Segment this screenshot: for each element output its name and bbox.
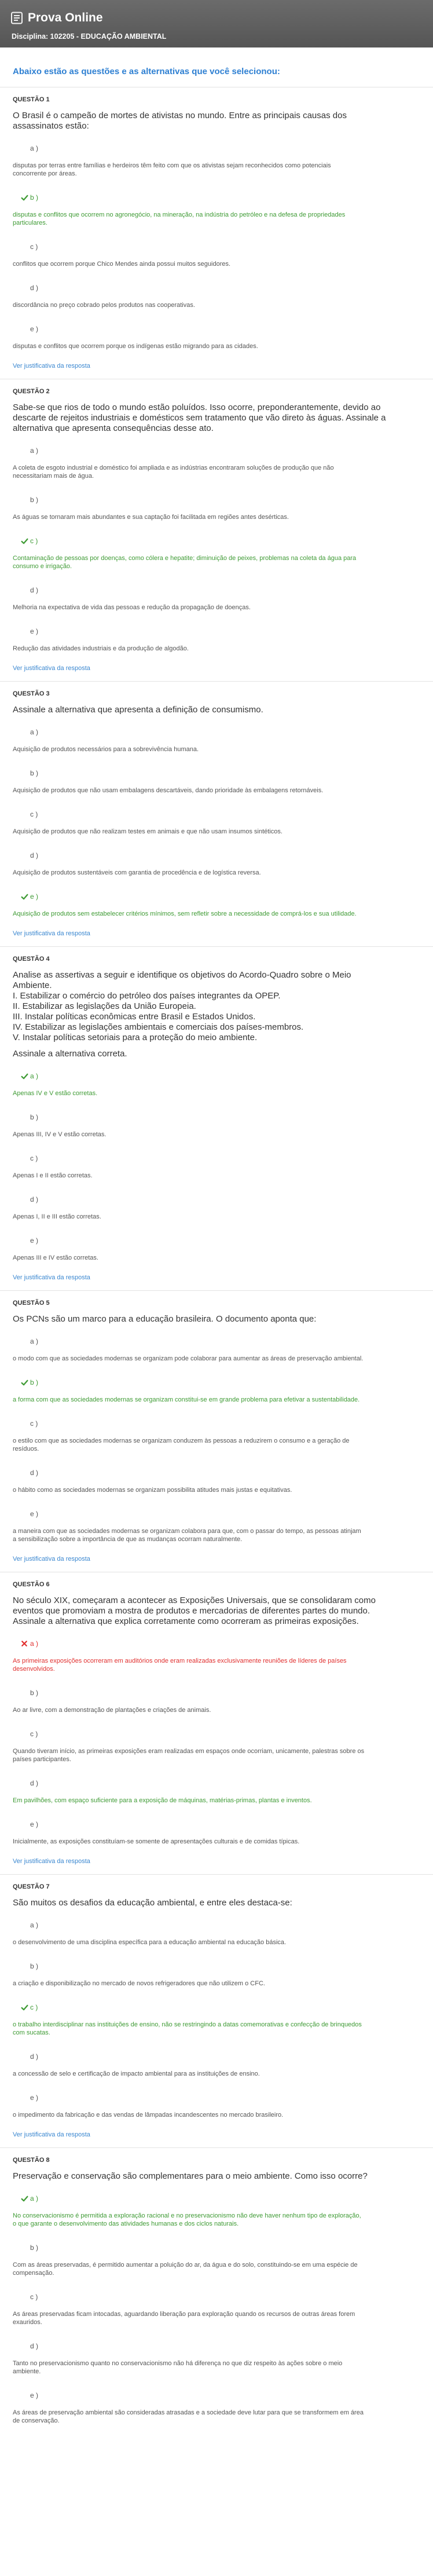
option-text: a criação e disponibilização no mercado de novos refrigeradores que não utilizem o CFC. bbox=[13, 1980, 265, 1987]
intro-heading: Abaixo estão as questões e as alternativas que você selecionou: bbox=[13, 67, 280, 76]
question-line: I. Estabilizar o comércio do petróleo dos países integrantes da OPEP. bbox=[13, 991, 281, 1001]
option-letter: a ) bbox=[30, 1072, 39, 1080]
option-header bbox=[13, 495, 420, 505]
question-statement bbox=[13, 402, 420, 434]
option-mark-slot bbox=[21, 1779, 30, 1787]
option-text: disputas por terras entre famílias e herdeiros têm feito com que os ativistas sejam reconhecidos como potenciais concorrente por áreas. bbox=[13, 162, 331, 177]
option-header bbox=[13, 1071, 420, 1081]
answer-option bbox=[13, 803, 420, 844]
option-header bbox=[13, 626, 420, 636]
answer-option bbox=[13, 1413, 420, 1462]
question-line: Os PCNs são um marco para a educação brasileira. O documento aponta que: bbox=[13, 1314, 317, 1324]
option-header bbox=[13, 2193, 420, 2204]
option-letter: e ) bbox=[30, 325, 39, 333]
option-header bbox=[13, 1112, 420, 1122]
answer-option bbox=[13, 236, 420, 277]
answer-options bbox=[13, 1065, 420, 1271]
question-paragraph bbox=[13, 1049, 389, 1059]
answer-option bbox=[13, 1065, 420, 1106]
option-text: o impedimento da fabricação e das vendas de lâmpadas incandescentes no mercado brasileiro. bbox=[13, 2112, 284, 2118]
option-text: As áreas de preservação ambiental são consideradas atrasadas e a sociedade deve lutar para que se transformem em área de conservação. bbox=[13, 2409, 364, 2424]
option-letter: b ) bbox=[30, 1113, 39, 1121]
option-letter: a ) bbox=[30, 1640, 39, 1648]
option-letter: a ) bbox=[30, 144, 39, 152]
option-mark-slot bbox=[21, 627, 30, 635]
answer-option bbox=[13, 2046, 420, 2087]
option-header bbox=[13, 1418, 420, 1429]
answer-option bbox=[13, 1462, 420, 1503]
option-mark-slot bbox=[21, 1419, 30, 1428]
question-paragraph bbox=[13, 1898, 389, 1908]
answer-option bbox=[13, 1503, 420, 1552]
option-text: Aquisição de produtos que não usam embalagens descartáveis, dando prioridade às embalagens retornáveis. bbox=[13, 787, 324, 794]
option-header bbox=[13, 283, 420, 293]
option-letter: d ) bbox=[30, 1195, 39, 1203]
view-justification-link[interactable]: Ver justificativa da resposta bbox=[13, 1274, 90, 1281]
answer-options bbox=[13, 1914, 420, 2128]
question-line: Sabe-se que rios de todo o mundo estão poluídos. Isso ocorre, preponderantemente, devido ao descarte de rejeitos industriais e domésticos sem tratamento que vão direto às águas. Assinale a alternativa que apresenta consequências desse ato. bbox=[13, 402, 386, 433]
question-line: Assinale a alternativa que apresenta a definição de consumismo. bbox=[13, 705, 263, 715]
answer-option bbox=[13, 1330, 420, 1371]
option-letter: e ) bbox=[30, 627, 39, 635]
option-letter: c ) bbox=[30, 1730, 38, 1738]
option-text: No conservacionismo é permitida a exploração racional e no preservacionismo não deve haver nenhum tipo de exploração, o que garante o desenvolvimento das atividades humanas e dos ciclos naturais. bbox=[13, 2212, 361, 2227]
option-text: discordância no preço cobrado pelos produtos nas cooperativas. bbox=[13, 302, 195, 309]
check-icon bbox=[21, 1378, 30, 1386]
x-icon bbox=[21, 1640, 30, 1648]
question-block bbox=[0, 946, 433, 1290]
answer-option bbox=[13, 137, 420, 186]
question-line: Assinale a alternativa correta. bbox=[13, 1049, 127, 1059]
option-mark-slot bbox=[21, 447, 30, 455]
option-letter: d ) bbox=[30, 284, 39, 292]
answer-option bbox=[13, 885, 420, 927]
answer-option bbox=[13, 186, 420, 236]
question-number: QUESTÃO 7 bbox=[13, 1883, 50, 1890]
option-text: o modo com que as sociedades modernas se organizam pode colaborar para aumentar as áreas de preservação ambiental. bbox=[13, 1355, 364, 1362]
question-statement bbox=[13, 111, 420, 131]
option-text: Apenas IV e V estão corretas. bbox=[13, 1090, 98, 1097]
option-letter: d ) bbox=[30, 2052, 39, 2061]
option-letter: a ) bbox=[30, 728, 39, 736]
option-letter: a ) bbox=[30, 447, 39, 455]
question-number: QUESTÃO 1 bbox=[13, 96, 50, 103]
option-text: a forma com que as sociedades modernas se organizam constitui-se em grande problema para efetivar a sustentabilidade. bbox=[13, 1396, 360, 1403]
option-header bbox=[13, 2051, 420, 2062]
option-mark-slot bbox=[21, 2391, 30, 2399]
option-mark-slot bbox=[21, 1730, 30, 1738]
option-letter: c ) bbox=[30, 1419, 38, 1428]
answer-option bbox=[13, 1633, 420, 1682]
option-text: Inicialmente, as exposições constituíam-se somente de apresentações culturais e de comidas típicas. bbox=[13, 1838, 300, 1845]
answer-options bbox=[13, 1330, 420, 1552]
question-paragraph bbox=[13, 970, 389, 1043]
option-text: disputas e conflitos que ocorrem no agronegócio, na mineração, na indústria do petróleo e na defesa de propriedades particulares. bbox=[13, 211, 346, 226]
answer-option bbox=[13, 1147, 420, 1188]
option-header bbox=[13, 2390, 420, 2401]
option-mark-slot bbox=[21, 1510, 30, 1518]
question-number: QUESTÃO 3 bbox=[13, 690, 50, 697]
question-statement bbox=[13, 1898, 420, 1908]
option-letter: e ) bbox=[30, 1820, 39, 1828]
answer-option bbox=[13, 1188, 420, 1230]
question-statement bbox=[13, 970, 420, 1059]
question-block bbox=[0, 1290, 433, 1572]
question-paragraph bbox=[13, 1596, 389, 1627]
question-paragraph bbox=[13, 2171, 389, 2182]
option-letter: a ) bbox=[30, 2194, 39, 2202]
option-header bbox=[13, 1235, 420, 1246]
question-block bbox=[0, 681, 433, 946]
option-header bbox=[13, 1729, 420, 1739]
option-letter: b ) bbox=[30, 2244, 39, 2252]
view-justification-link[interactable]: Ver justificativa da resposta bbox=[13, 665, 90, 672]
question-block bbox=[0, 1572, 433, 1874]
answer-options bbox=[13, 1633, 420, 1854]
view-justification-link[interactable]: Ver justificativa da resposta bbox=[13, 1556, 90, 1563]
option-header bbox=[13, 1778, 420, 1788]
option-mark-slot bbox=[21, 851, 30, 859]
option-letter: d ) bbox=[30, 1469, 39, 1477]
option-text: Melhoria na expectativa de vida das pessoas e redução da propagação de doenças. bbox=[13, 604, 251, 611]
option-text: o trabalho interdisciplinar nas instituições de ensino, não se restringindo a datas comemorativas e confecção de brinquedos com sucatas. bbox=[13, 2021, 362, 2036]
check-icon bbox=[21, 537, 30, 545]
option-header bbox=[13, 1336, 420, 1346]
option-header bbox=[13, 192, 420, 203]
answer-option bbox=[13, 1772, 420, 1813]
option-letter: c ) bbox=[30, 537, 38, 545]
option-letter: e ) bbox=[30, 2391, 39, 2399]
answer-option bbox=[13, 1914, 420, 1955]
option-header bbox=[13, 324, 420, 334]
option-text: Apenas I e II estão corretas. bbox=[13, 1172, 93, 1179]
option-text: Contaminação de pessoas por doenças, como cólera e hepatite; diminuição de peixes, problemas na coleta da água para consumo e irrigação. bbox=[13, 555, 357, 570]
option-letter: d ) bbox=[30, 2342, 39, 2350]
option-header bbox=[13, 2092, 420, 2103]
question-paragraph bbox=[13, 402, 389, 434]
answer-option bbox=[13, 2237, 420, 2286]
option-mark-slot bbox=[21, 1113, 30, 1121]
answer-option bbox=[13, 1106, 420, 1147]
option-header bbox=[13, 891, 420, 902]
discipline-label: Disciplina: 102205 - EDUCAÇÃO AMBIENTAL bbox=[12, 32, 167, 41]
app-header bbox=[0, 0, 433, 47]
option-header bbox=[13, 1920, 420, 1930]
check-icon bbox=[21, 1072, 30, 1080]
option-text: o hábito como as sociedades modernas se organizam possibilita atitudes mais justas e equitativas. bbox=[13, 1487, 292, 1494]
answer-option bbox=[13, 1813, 420, 1854]
option-text: Aquisição de produtos que não realizam testes em animais e que não usam insumos sintéticos. bbox=[13, 828, 282, 835]
answer-option bbox=[13, 318, 420, 359]
option-header bbox=[13, 585, 420, 595]
option-text: A coleta de esgoto industrial e doméstico foi ampliada e as indústrias encontraram soluções de produção que não necessitariam mais de água. bbox=[13, 464, 334, 480]
option-header bbox=[13, 1194, 420, 1205]
option-mark-slot bbox=[21, 1236, 30, 1245]
option-letter: c ) bbox=[30, 243, 38, 251]
answer-option bbox=[13, 1230, 420, 1271]
question-block bbox=[0, 87, 433, 379]
option-header bbox=[13, 850, 420, 861]
option-text: conflitos que ocorrem porque Chico Mendes ainda possui muitos seguidores. bbox=[13, 261, 231, 268]
option-header bbox=[13, 809, 420, 819]
question-number: QUESTÃO 2 bbox=[13, 388, 50, 395]
question-line: O Brasil é o campeão de mortes de ativistas no mundo. Entre as principais causas dos assassinatos estão: bbox=[13, 111, 347, 131]
option-header bbox=[13, 1377, 420, 1388]
answer-option bbox=[13, 530, 420, 579]
option-text: Apenas I, II e III estão corretas. bbox=[13, 1213, 101, 1220]
answer-option bbox=[13, 579, 420, 620]
question-block bbox=[0, 1874, 433, 2147]
check-icon bbox=[21, 193, 30, 202]
option-header bbox=[13, 727, 420, 737]
option-letter: d ) bbox=[30, 1779, 39, 1787]
question-line: São muitos os desafios da educação ambiental, e entre eles destaca-se: bbox=[13, 1898, 292, 1908]
option-text: As áreas preservadas ficam intocadas, aguardando liberação para exploração quando os recursos de outras áreas forem exauridos. bbox=[13, 2311, 355, 2326]
answer-option bbox=[13, 1723, 420, 1772]
option-header bbox=[13, 1468, 420, 1478]
view-justification-link[interactable]: Ver justificativa da resposta bbox=[13, 1858, 90, 1865]
option-letter: e ) bbox=[30, 892, 39, 901]
option-text: Aquisição de produtos sem estabelecer critérios mínimos, sem refletir sobre a necessidade de comprá-los e sua utilidade. bbox=[13, 910, 357, 917]
option-mark-slot bbox=[21, 810, 30, 818]
option-header bbox=[13, 2242, 420, 2253]
option-text: o estilo com que as sociedades modernas se organizam conduzem às pessoas a reduzirem o consumo e a geração de resíduos. bbox=[13, 1437, 350, 1452]
check-icon bbox=[21, 2194, 30, 2202]
option-mark-slot bbox=[21, 1154, 30, 1162]
option-text: disputas e conflitos que ocorrem porque os indígenas estão migrando para as cidades. bbox=[13, 343, 258, 350]
option-letter: b ) bbox=[30, 769, 39, 777]
question-statement bbox=[13, 1314, 420, 1324]
question-number: QUESTÃO 8 bbox=[13, 2157, 50, 2164]
option-mark-slot bbox=[21, 1921, 30, 1929]
answer-option bbox=[13, 2335, 420, 2384]
option-mark-slot bbox=[21, 2244, 30, 2252]
option-text: Tanto no preservacionismo quanto no conservacionismo não há diferença no que diz respeito às ações sobre o meio ambiente. bbox=[13, 2360, 343, 2375]
option-header bbox=[13, 2341, 420, 2351]
option-mark-slot bbox=[21, 325, 30, 333]
option-text: Com as áreas preservadas, é permitido aumentar a poluição do ar, da água e do solo, constituindo-se em uma espécie de compensação. bbox=[13, 2262, 358, 2277]
option-mark-slot bbox=[21, 284, 30, 292]
option-header bbox=[13, 1153, 420, 1163]
answer-option bbox=[13, 2187, 420, 2237]
option-mark-slot bbox=[21, 1469, 30, 1477]
option-mark-slot bbox=[21, 2342, 30, 2350]
question-paragraph bbox=[13, 111, 389, 131]
answer-option bbox=[13, 489, 420, 530]
answer-options bbox=[13, 721, 420, 927]
option-header bbox=[13, 1638, 420, 1649]
option-letter: b ) bbox=[30, 496, 39, 504]
option-header bbox=[13, 768, 420, 778]
view-justification-link[interactable]: Ver justificativa da resposta bbox=[13, 2131, 90, 2138]
option-header bbox=[13, 241, 420, 252]
answer-option bbox=[13, 762, 420, 803]
option-mark-slot bbox=[21, 1962, 30, 1970]
answer-option bbox=[13, 1996, 420, 2046]
option-letter: b ) bbox=[30, 1962, 39, 1970]
answer-options bbox=[13, 137, 420, 359]
option-header bbox=[13, 2292, 420, 2302]
question-block bbox=[0, 379, 433, 681]
option-text: Redução das atividades industriais e da produção de algodão. bbox=[13, 645, 189, 652]
option-mark-slot bbox=[21, 2094, 30, 2102]
option-letter: a ) bbox=[30, 1921, 39, 1929]
option-mark-slot bbox=[21, 243, 30, 251]
answer-options bbox=[13, 2187, 420, 2434]
option-text: a maneira com que as sociedades modernas se organizam colabora para que, com o passar do tempo, as pessoas atinjam a sensibilização sobre a importância de que as mudanças ocorram naturalmente. bbox=[13, 1528, 361, 1543]
answer-options bbox=[13, 440, 420, 661]
document-icon bbox=[10, 12, 23, 24]
question-line: V. Instalar políticas setoriais para a proteção do meio ambiente. bbox=[13, 1033, 258, 1042]
option-header bbox=[13, 1509, 420, 1519]
answer-option bbox=[13, 2286, 420, 2335]
option-letter: d ) bbox=[30, 586, 39, 594]
option-letter: c ) bbox=[30, 2293, 38, 2301]
option-letter: c ) bbox=[30, 810, 38, 818]
option-letter: c ) bbox=[30, 1154, 38, 1162]
question-number: QUESTÃO 4 bbox=[13, 956, 50, 963]
option-mark-slot bbox=[21, 2052, 30, 2061]
option-text: Ao ar livre, com a demonstração de plantações e criações de animais. bbox=[13, 1707, 211, 1714]
option-mark-slot bbox=[21, 1820, 30, 1828]
question-line: Preservação e conservação são complementares para o meio ambiente. Como isso ocorre? bbox=[13, 2171, 368, 2181]
option-text: Apenas III, IV e V estão corretas. bbox=[13, 1131, 107, 1138]
question-number: QUESTÃO 5 bbox=[13, 1300, 50, 1307]
option-text: a concessão de selo e certificação de impacto ambiental para as instituições de ensino. bbox=[13, 2070, 260, 2077]
option-mark-slot bbox=[21, 769, 30, 777]
option-mark-slot bbox=[21, 496, 30, 504]
question-line: Analise as assertivas a seguir e identifique os objetivos do Acordo-Quadro sobre o Meio Ambiente. bbox=[13, 970, 351, 990]
option-header bbox=[13, 1961, 420, 1971]
check-icon bbox=[21, 2003, 30, 2011]
answer-option bbox=[13, 844, 420, 885]
answer-option bbox=[13, 2087, 420, 2128]
answer-option bbox=[13, 1682, 420, 1723]
answer-option bbox=[13, 721, 420, 762]
option-letter: e ) bbox=[30, 1236, 39, 1245]
option-mark-slot bbox=[21, 1689, 30, 1697]
option-mark-slot bbox=[21, 2293, 30, 2301]
question-statement bbox=[13, 705, 420, 715]
option-letter: b ) bbox=[30, 1378, 39, 1386]
answer-option bbox=[13, 2384, 420, 2434]
question-list bbox=[0, 87, 433, 2434]
option-mark-slot bbox=[21, 144, 30, 152]
option-letter: d ) bbox=[30, 851, 39, 859]
question-number: QUESTÃO 6 bbox=[13, 1581, 50, 1588]
question-paragraph bbox=[13, 1314, 389, 1324]
option-mark-slot bbox=[21, 728, 30, 736]
question-line: IV. Estabilizar as legislações ambientais e comerciais dos países-membros. bbox=[13, 1022, 304, 1032]
option-text: As águas se tornaram mais abundantes e sua captação foi facilitada em regiões antes desérticas. bbox=[13, 514, 289, 521]
option-mark-slot bbox=[21, 1195, 30, 1203]
option-letter: e ) bbox=[30, 1510, 39, 1518]
question-statement bbox=[13, 2171, 420, 2182]
option-letter: c ) bbox=[30, 2003, 38, 2011]
question-line: No século XIX, começaram a acontecer as Exposições Universais, que se consolidaram como eventos que promoviam a mostra de produtos e mercadorias de diferentes partes do mundo. Assinale a alternativa que explica corretamente como ocorreram as primeiras exposições. bbox=[13, 1596, 376, 1626]
app-title: Prova Online bbox=[28, 11, 103, 24]
option-text: o desenvolvimento de uma disciplina específica para a educação ambiental na educação básica. bbox=[13, 1939, 287, 1946]
answer-option bbox=[13, 1371, 420, 1413]
option-letter: a ) bbox=[30, 1337, 39, 1345]
option-header bbox=[13, 1819, 420, 1829]
answer-option bbox=[13, 620, 420, 661]
option-header bbox=[13, 1688, 420, 1698]
option-header bbox=[13, 536, 420, 546]
question-block bbox=[0, 2147, 433, 2434]
option-text: Aquisição de produtos sustentáveis com garantia de procedência e de logística reversa. bbox=[13, 869, 261, 876]
option-text: Aquisição de produtos necessários para a sobrevivência humana. bbox=[13, 746, 199, 753]
answer-option bbox=[13, 1955, 420, 1996]
view-justification-link[interactable]: Ver justificativa da resposta bbox=[13, 930, 90, 937]
option-text: Em pavilhões, com espaço suficiente para a exposição de máquinas, matérias-primas, plantas e inventos. bbox=[13, 1797, 312, 1804]
option-mark-slot bbox=[21, 586, 30, 594]
option-mark-slot bbox=[21, 1337, 30, 1345]
option-letter: b ) bbox=[30, 1689, 39, 1697]
check-icon bbox=[21, 892, 30, 901]
question-statement bbox=[13, 1596, 420, 1627]
option-text: As primeiras exposições ocorreram em auditórios onde eram realizadas exclusivamente reuniões de líderes de países desenvolvidos. bbox=[13, 1657, 347, 1673]
option-text: Quando tiveram início, as primeiras exposições eram realizadas em espaços onde ocorriam, unicamente, palestras sobre os países participantes. bbox=[13, 1748, 365, 1763]
answer-option bbox=[13, 440, 420, 489]
question-line: II. Estabilizar as legislações da União Europeia. bbox=[13, 1001, 196, 1011]
option-header bbox=[13, 2002, 420, 2012]
answer-option bbox=[13, 277, 420, 318]
question-line: III. Instalar políticas econômicas entre Brasil e Estados Unidos. bbox=[13, 1012, 256, 1022]
option-letter: e ) bbox=[30, 2094, 39, 2102]
option-header bbox=[13, 143, 420, 153]
option-header bbox=[13, 445, 420, 456]
question-paragraph bbox=[13, 705, 389, 715]
option-letter: b ) bbox=[30, 193, 39, 202]
view-justification-link[interactable]: Ver justificativa da resposta bbox=[13, 363, 90, 369]
option-text: Apenas III e IV estão corretas. bbox=[13, 1254, 98, 1261]
